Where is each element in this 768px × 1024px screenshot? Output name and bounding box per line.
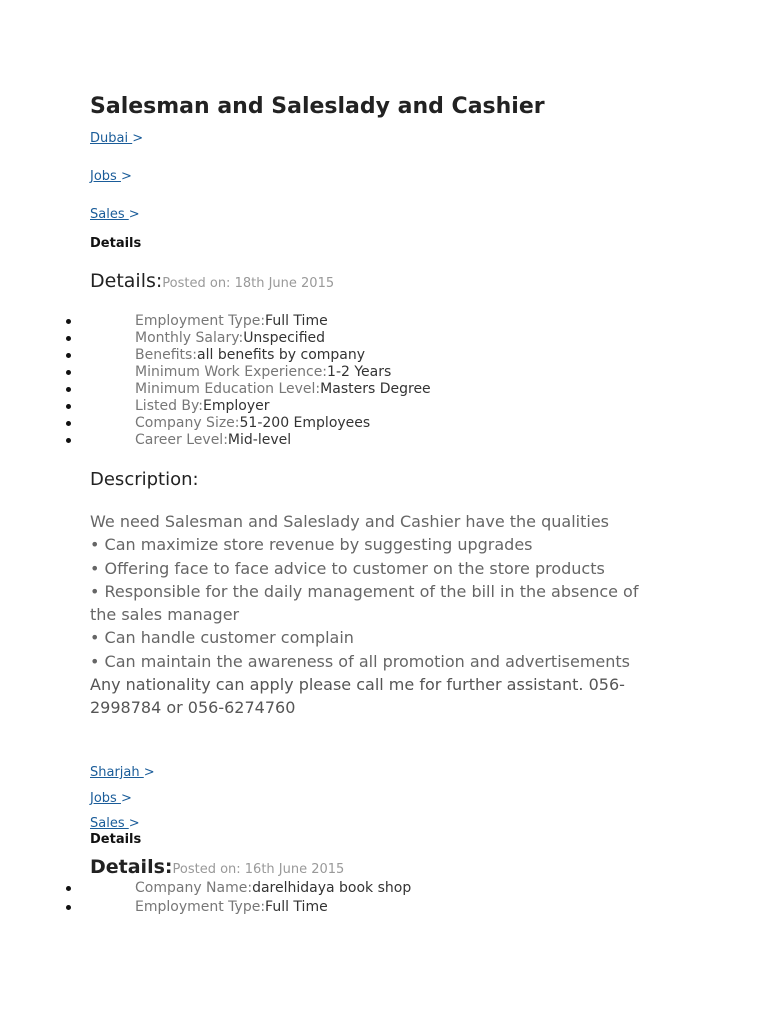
field-value: Unspecified bbox=[243, 330, 326, 346]
field-key: Company Name:darelhidaya book shop bbox=[135, 880, 412, 896]
breadcrumb-link-sales[interactable]: Sales bbox=[90, 207, 129, 222]
breadcrumb-dubai[interactable] bbox=[90, 131, 143, 147]
breadcrumb-link-jobs[interactable]: Jobs bbox=[90, 791, 121, 806]
posted-date: Posted on: 18th June 2015 bbox=[162, 276, 335, 291]
field-key: Employment Type:Full Time bbox=[135, 899, 328, 915]
description-line: • Offering face to face advice to customer on the store products bbox=[90, 558, 605, 578]
bullet-icon bbox=[66, 336, 71, 341]
bullet-icon bbox=[66, 319, 71, 324]
description-line: Any nationality can apply please call me for further assistant. 056- bbox=[90, 675, 625, 695]
breadcrumb-link-sales[interactable]: Sales bbox=[90, 816, 129, 831]
details-label: Details bbox=[90, 832, 142, 847]
field-value: Masters Degree bbox=[320, 381, 431, 397]
bullet-icon bbox=[66, 905, 71, 910]
field-key: Company Size:51-200 Employees bbox=[135, 415, 371, 431]
field-key: Listed By:Employer bbox=[135, 398, 270, 414]
field-key: Employment Type:Full Time bbox=[135, 313, 328, 329]
field-value: Mid-level bbox=[227, 432, 292, 448]
description-heading: Description: bbox=[90, 469, 199, 490]
details-heading-text: Details: bbox=[90, 856, 173, 878]
breadcrumb-link-dubai[interactable]: Dubai bbox=[90, 131, 133, 146]
breadcrumb-separator: > bbox=[128, 816, 140, 831]
breadcrumb-jobs[interactable] bbox=[90, 169, 132, 185]
field-key: Career Level:Mid-level bbox=[135, 432, 292, 448]
breadcrumb-separator: > bbox=[120, 169, 132, 184]
description-line: the sales manager bbox=[90, 605, 240, 625]
bullet-icon bbox=[66, 353, 71, 358]
field-key: Minimum Education Level:Masters Degree bbox=[135, 381, 431, 397]
breadcrumb-sales[interactable] bbox=[90, 207, 140, 223]
details-heading bbox=[90, 855, 344, 882]
bullet-icon bbox=[66, 404, 71, 409]
breadcrumb-sharjah[interactable] bbox=[90, 765, 155, 781]
breadcrumb-separator: > bbox=[120, 791, 132, 806]
details-label: Details bbox=[90, 236, 142, 251]
details-heading-text: Details: bbox=[90, 270, 163, 292]
description-line: • Can maintain the awareness of all promotion and advertisements bbox=[90, 651, 630, 671]
field-key: Minimum Work Experience:1-2 Years bbox=[135, 364, 392, 380]
description-line: 2998784 or 056-6274760 bbox=[90, 698, 296, 718]
field-value: darelhidaya book shop bbox=[252, 880, 412, 896]
breadcrumb-separator: > bbox=[143, 765, 155, 780]
breadcrumb-link-sharjah[interactable]: Sharjah bbox=[90, 765, 144, 780]
field-value: Full Time bbox=[265, 899, 328, 915]
page-title: Salesman and Saleslady and Cashier bbox=[90, 94, 545, 119]
field-value: all benefits by company bbox=[197, 347, 366, 363]
description-line: • Responsible for the daily management of the bill in the absence of bbox=[90, 581, 639, 601]
description-line: • Can handle customer complain bbox=[90, 628, 354, 648]
bullet-icon bbox=[66, 387, 71, 392]
description-line: • Can maximize store revenue by suggesting upgrades bbox=[90, 535, 533, 555]
bullet-icon bbox=[66, 370, 71, 375]
field-value: Full Time bbox=[265, 313, 328, 329]
field-value: 51-200 Employees bbox=[239, 415, 371, 431]
posted-date: Posted on: 16th June 2015 bbox=[172, 862, 345, 877]
description-line: We need Salesman and Saleslady and Cashier have the qualities bbox=[90, 512, 609, 531]
breadcrumb-sales[interactable] bbox=[90, 816, 140, 832]
breadcrumb-jobs[interactable] bbox=[90, 791, 132, 807]
field-key: Monthly Salary:Unspecified bbox=[135, 330, 326, 346]
description-body bbox=[90, 510, 690, 720]
bullet-icon bbox=[66, 438, 71, 443]
breadcrumb-link-jobs[interactable]: Jobs bbox=[90, 169, 121, 184]
breadcrumb-separator: > bbox=[132, 131, 144, 146]
field-value: Employer bbox=[203, 398, 270, 414]
bullet-icon bbox=[66, 421, 71, 426]
details-heading bbox=[90, 269, 334, 296]
field-value: 1-2 Years bbox=[327, 364, 392, 380]
field-key: Benefits:all benefits by company bbox=[135, 347, 366, 363]
breadcrumb-separator: > bbox=[128, 207, 140, 222]
bullet-icon bbox=[66, 886, 71, 891]
